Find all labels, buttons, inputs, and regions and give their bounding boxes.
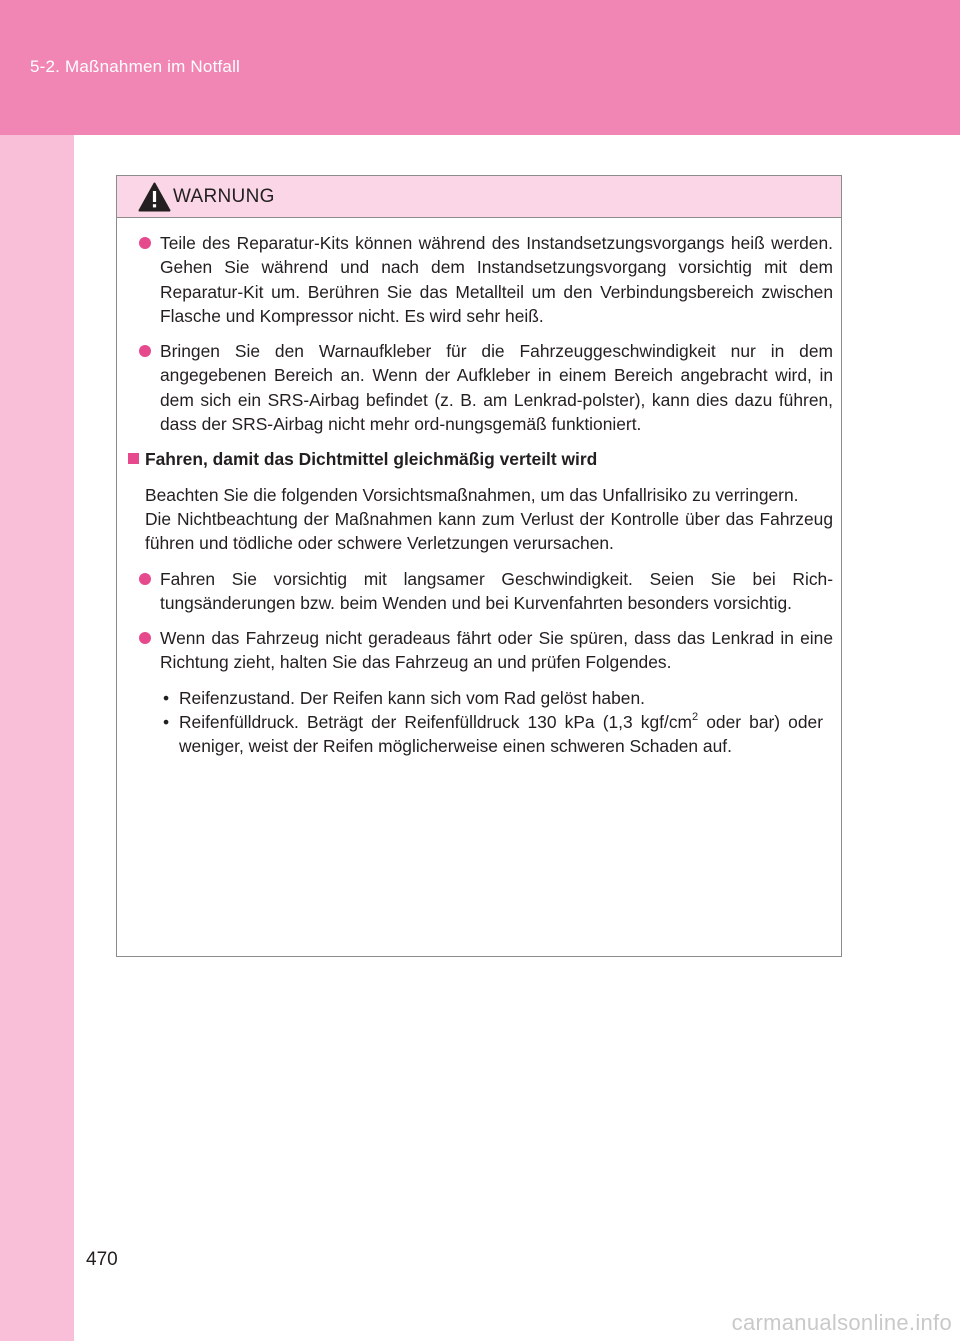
warning-header	[117, 176, 841, 218]
bullet-item	[160, 626, 833, 675]
bullet-item	[160, 567, 833, 616]
check-item	[163, 710, 823, 759]
bullet-dot-icon	[139, 632, 151, 644]
watermark: carmanualsonline.info	[731, 1310, 952, 1335]
paragraph: Die Nichtbeachtung der Maßnahmen kann zum Verlust der Kontrolle über das Fahrzeug führen und tödliche oder schwere Verletzungen verursachen.	[145, 508, 833, 554]
superscript: 2	[692, 711, 699, 724]
paragraph: Beachten Sie die folgenden Vorsichtsmaßnahmen, um das Unfallrisiko zu verringern.	[145, 484, 799, 505]
check-text: oder bar) oder weniger, weist der Reifen möglicherweise einen schweren Schaden auf.	[179, 712, 823, 757]
check-text: Reifenzustand. Der Reifen kann sich vom Rad gelöst haben.	[179, 687, 645, 708]
check-text: Reifenfülldruck. Beträgt der Reifenfülldruck 130 kPa (1,3 kgf/cm	[179, 712, 692, 733]
bullet-dot-icon	[139, 573, 151, 585]
bullet-text: Wenn das Fahrzeug nicht geradeaus fährt oder Sie spüren, dass das Lenkrad in eine Richtung zieht, halten Sie das Fahrzeug an und prüfen Folgendes.	[160, 628, 833, 673]
bullet-text: Fahren Sie vorsichtig mit langsamer Geschwindigkeit. Seien Sie bei Rich-tungsänderungen bzw. beim Wenden und bei Kurvenfahrten besonders vorsichtig.	[160, 568, 833, 613]
bullet-text: Teile des Reparatur-Kits können während des Instandsetzungsvorgangs heiß werden. Gehen Sie während und nach dem Instandsetzungsvorgang vorsichtig mit dem Reparatur-Kit um. Berühren Sie das Metallteil um den Verbindungsbereich zwischen Flasche und Kompressor nicht. Es wird sehr heiß.	[160, 233, 833, 326]
small-bullet-icon: •	[163, 712, 170, 733]
bullet-dot-icon	[139, 237, 151, 249]
warning-content	[117, 218, 841, 759]
small-bullet-icon: •	[163, 687, 170, 708]
subheading-text: Fahren, damit das Dichtmittel gleichmäßig verteilt wird	[145, 449, 598, 470]
warning-triangle-icon	[138, 182, 171, 212]
square-bullet-icon	[128, 453, 139, 464]
section-title: 5-2. Maßnahmen im Notfall	[30, 57, 241, 76]
bullet-item	[160, 339, 833, 436]
side-band	[0, 135, 74, 1341]
warning-box	[116, 175, 842, 957]
bullet-text: Bringen Sie den Warnaufkleber für die Fahrzeuggeschwindigkeit nur in dem angegebenen Bereich an. Wenn der Aufkleber in einem Bereich angebracht wird, in dem sich ein SRS-Airbag befindet (z. B. am Lenkrad-polster), kann dies dazu führen, dass der SRS-Airbag nicht mehr ord-nungsgemäß funktioniert.	[160, 341, 833, 435]
bullet-dot-icon	[139, 345, 151, 357]
warning-title: WARNUNG	[173, 186, 275, 207]
bullet-item	[160, 231, 833, 328]
subheading	[145, 447, 841, 471]
check-item	[163, 686, 823, 710]
page-number: 470	[86, 1249, 118, 1270]
